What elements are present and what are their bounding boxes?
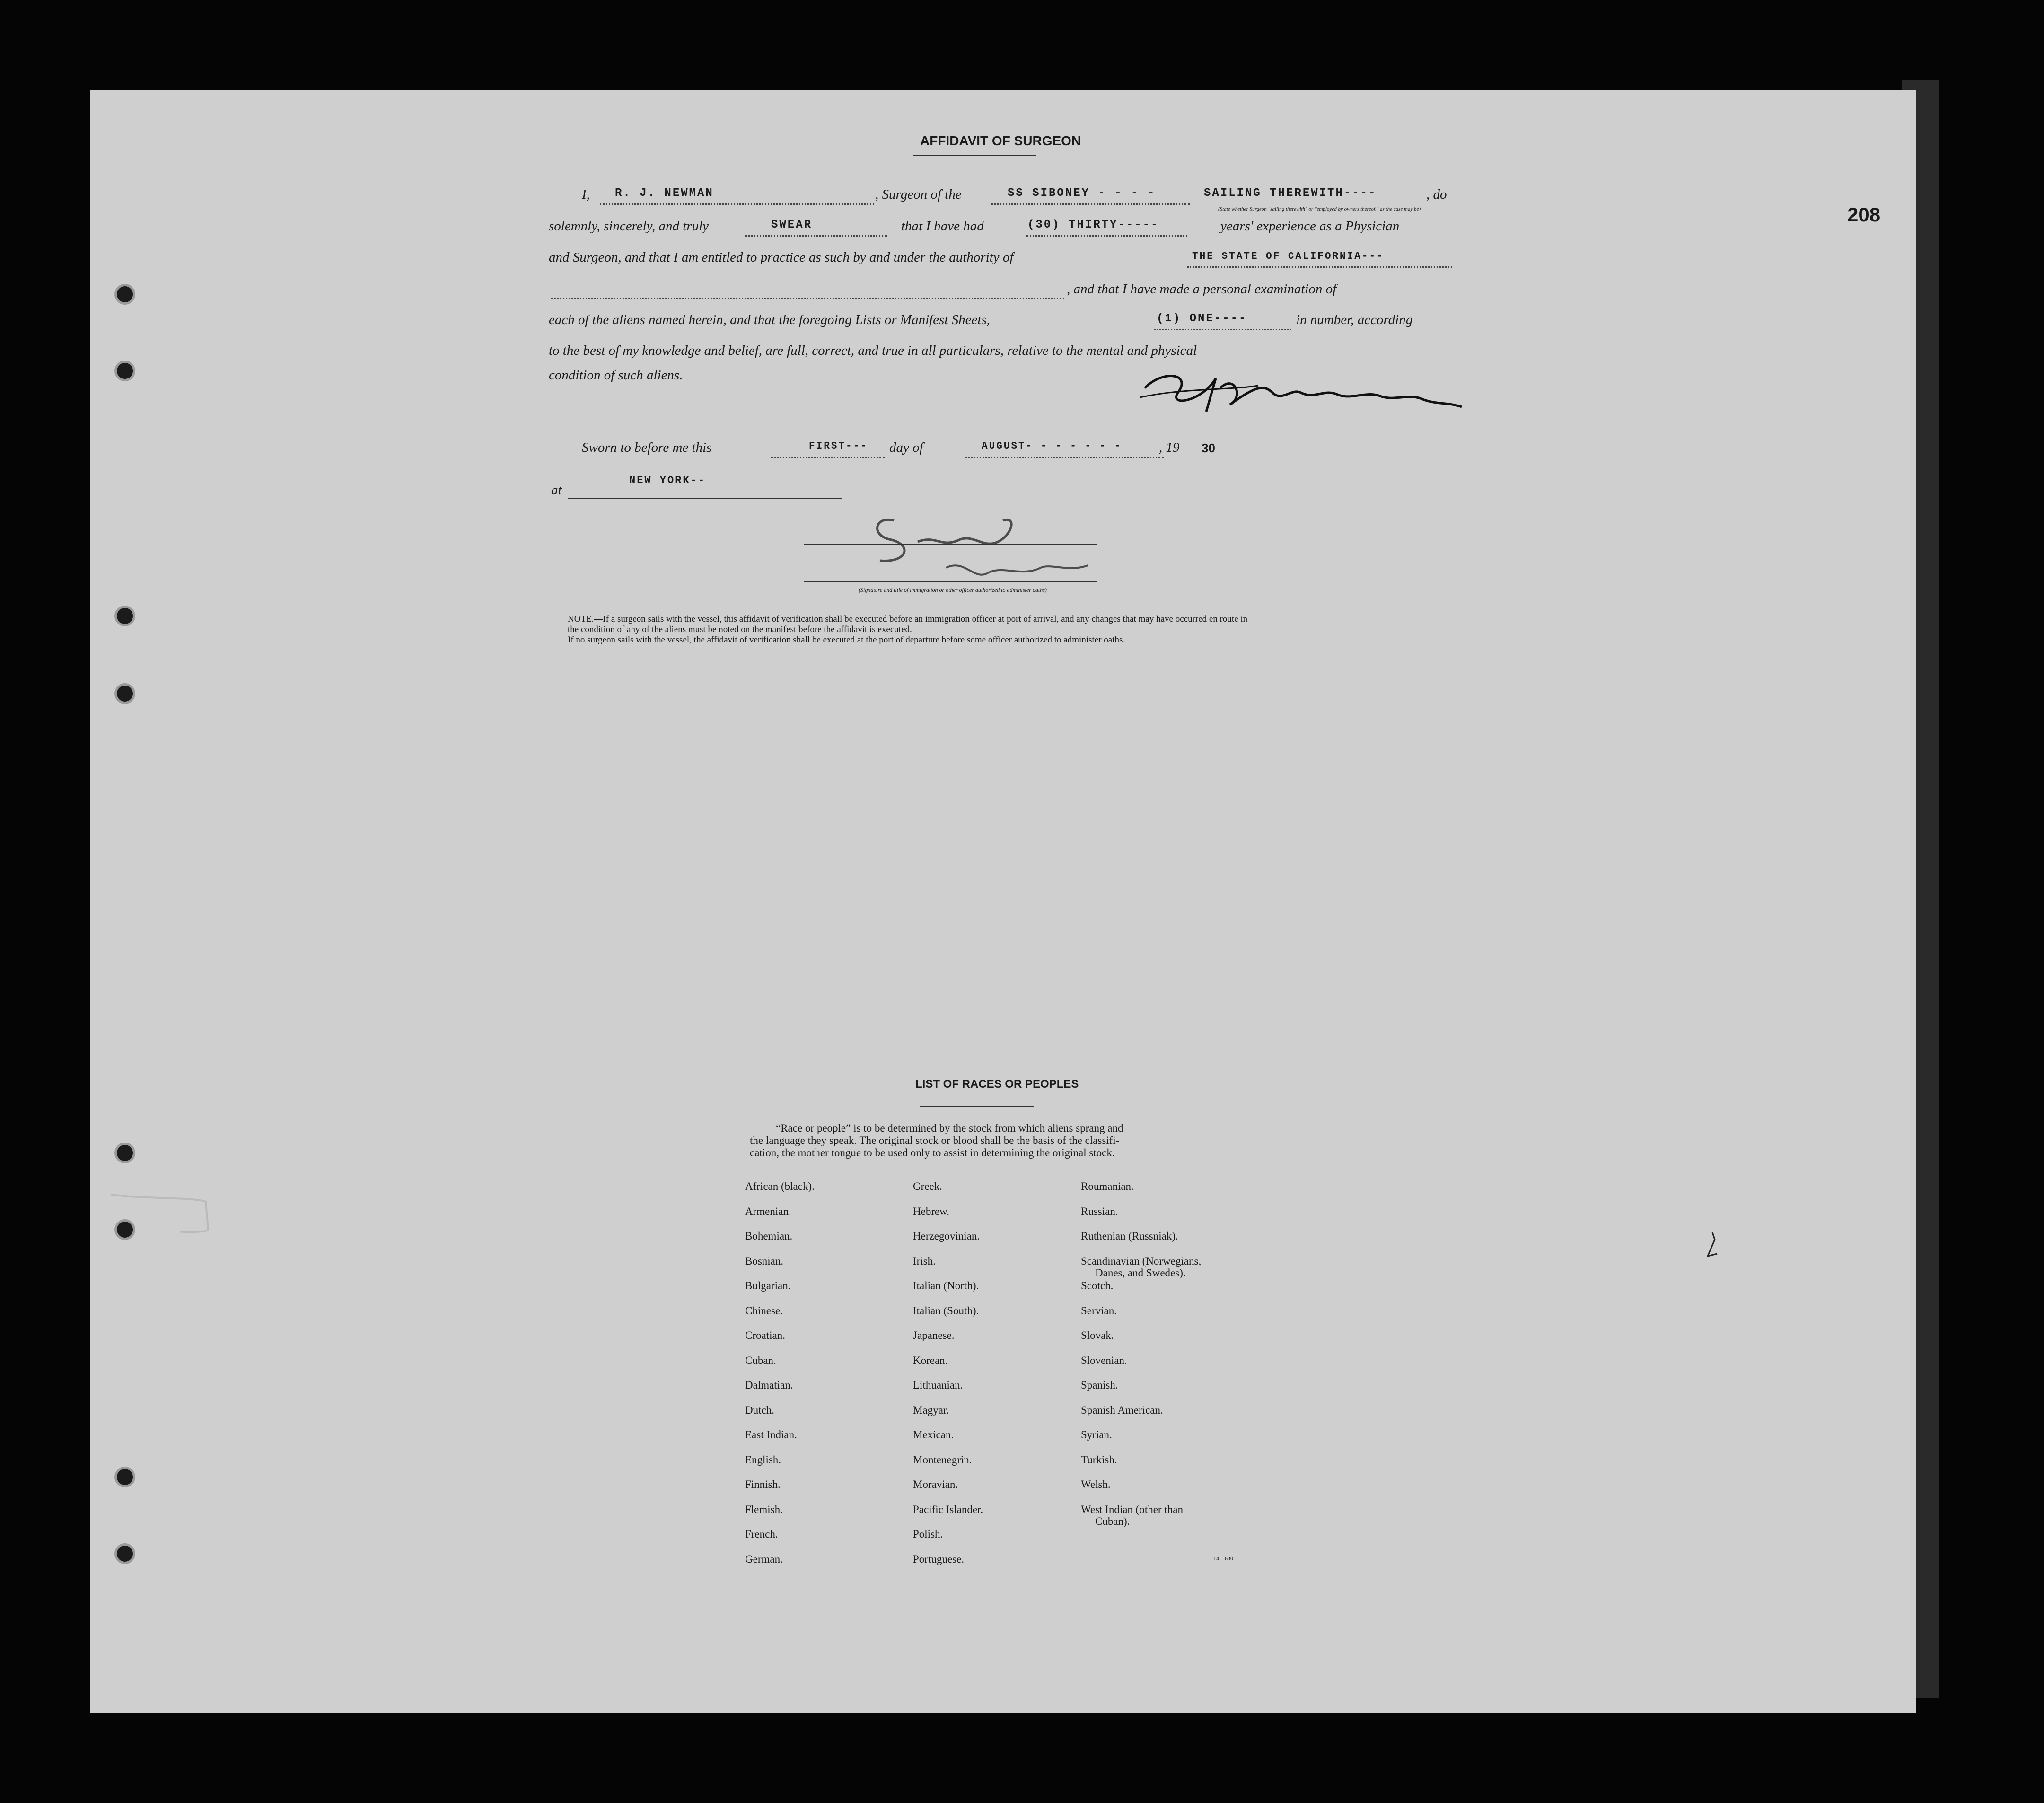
affidavit-text: to the best of my knowledge and belief, are full, correct, and true in all particulars, relative to the mental and physical xyxy=(549,343,1197,358)
sworn-month: AUGUST- - - - - - - xyxy=(982,441,1122,452)
race-item: Pacific Islander. xyxy=(913,1503,983,1515)
blank-line xyxy=(1154,329,1291,330)
sheets-count: (1) ONE---- xyxy=(1157,312,1247,325)
licensing-authority: THE STATE OF CALIFORNIA--- xyxy=(1192,251,1384,262)
note-line-2: the condition of any of the aliens must be noted on the manifest before the affidavit is executed. xyxy=(568,624,912,634)
race-item: German. xyxy=(745,1553,783,1565)
blank-line xyxy=(551,298,1064,299)
manifest-page xyxy=(90,90,1916,1713)
binder-hole xyxy=(114,284,135,305)
race-item: Bosnian. xyxy=(745,1255,784,1267)
blank-line xyxy=(1026,235,1187,237)
affidavit-text: day of xyxy=(889,440,923,455)
blank-line xyxy=(600,203,874,205)
note-line-3: If no surgeon sails with the vessel, the affidavit of verification shall be executed at the port of departure before some officer authorized to administer oaths. xyxy=(568,635,1125,645)
race-item: Ruthenian (Russniak). xyxy=(1081,1230,1178,1242)
surgeon-signature xyxy=(1135,360,1466,421)
binder-hole xyxy=(114,361,135,381)
margin-bracket xyxy=(109,1185,218,1242)
races-title: LIST OF RACES OR PEOPLES xyxy=(915,1078,1079,1091)
affidavit-text: solemnly, sincerely, and truly xyxy=(549,219,709,234)
race-item: Welsh. xyxy=(1081,1478,1111,1490)
race-item: Cuban). xyxy=(1095,1515,1130,1527)
page-number: 208 xyxy=(1847,203,1881,226)
form-number: 14—630 xyxy=(1213,1555,1233,1562)
sworn-day: FIRST--- xyxy=(809,441,868,452)
title-underline xyxy=(913,155,1036,156)
status-hint: (State whether Surgeon "sailing therewith" or "employed by owners thereof," as the case may be) xyxy=(1218,206,1421,212)
affidavit-text: , do xyxy=(1426,187,1447,202)
race-item: African (black). xyxy=(745,1180,815,1192)
race-item: Spanish. xyxy=(1081,1379,1118,1391)
pencil-mark xyxy=(1703,1230,1722,1268)
race-item: Danes, and Swedes). xyxy=(1095,1266,1186,1279)
race-item: Finnish. xyxy=(745,1478,781,1490)
sworn-year: 30 xyxy=(1202,441,1215,455)
race-item: Slovak. xyxy=(1081,1329,1114,1341)
blank-line xyxy=(771,457,885,458)
race-item: Syrian. xyxy=(1081,1429,1112,1441)
race-item: Montenegrin. xyxy=(913,1453,972,1466)
surgeon-name: R. J. NEWMAN xyxy=(615,187,714,200)
oath-type: SWEAR xyxy=(771,219,813,231)
affidavit-text: at xyxy=(551,483,562,498)
blank-line xyxy=(745,235,887,237)
affidavit-text: I, xyxy=(582,187,590,202)
race-item: Hebrew. xyxy=(913,1205,950,1217)
race-item: Bohemian. xyxy=(745,1230,793,1242)
affidavit-text: years' experience as a Physician xyxy=(1220,219,1400,234)
years-experience: (30) THIRTY----- xyxy=(1027,219,1159,231)
sworn-label: Sworn to before me this xyxy=(582,440,712,455)
race-item: West Indian (other than xyxy=(1081,1503,1183,1515)
surgeon-status: SAILING THEREWITH---- xyxy=(1204,187,1377,200)
race-item: Bulgarian. xyxy=(745,1280,791,1292)
race-item: French. xyxy=(745,1528,778,1540)
race-item: Magyar. xyxy=(913,1404,949,1416)
race-item: Armenian. xyxy=(745,1205,791,1217)
race-item: Irish. xyxy=(913,1255,936,1267)
affidavit-text: in number, according xyxy=(1296,312,1413,327)
race-item: Dutch. xyxy=(745,1404,774,1416)
sworn-location: NEW YORK-- xyxy=(629,475,706,486)
race-item: Russian. xyxy=(1081,1205,1118,1217)
race-item: Servian. xyxy=(1081,1304,1117,1317)
officer-caption: (Signature and title of immigration or other officer authorized to administer oaths) xyxy=(859,587,1047,593)
race-item: Croatian. xyxy=(745,1329,785,1341)
blank-line xyxy=(568,498,842,499)
note-text: —If a surgeon sails with the vessel, this affidavit of verification shall be executed before an immigration officer at port of arrival, and any changes that may have occurred en route in xyxy=(594,614,1248,624)
affidavit-text: , and that I have made a personal examination of xyxy=(1067,281,1337,297)
race-item: Italian (North). xyxy=(913,1280,979,1292)
race-item: Portuguese. xyxy=(913,1553,964,1565)
race-item: Scandinavian (Norwegians, xyxy=(1081,1255,1202,1267)
race-item: Spanish American. xyxy=(1081,1404,1163,1416)
races-title-underline xyxy=(920,1106,1034,1107)
race-item: Moravian. xyxy=(913,1478,958,1490)
affidavit-text: each of the aliens named herein, and that the foregoing Lists or Manifest Sheets, xyxy=(549,312,990,327)
race-item: Japanese. xyxy=(913,1329,955,1341)
race-item: East Indian. xyxy=(745,1429,797,1441)
affidavit-text: , 19 xyxy=(1159,440,1180,455)
affidavit-text: condition of such aliens. xyxy=(549,368,683,383)
note-line-1 xyxy=(568,614,1247,624)
binder-hole xyxy=(114,606,135,626)
affidavit-text: , Surgeon of the xyxy=(875,187,962,202)
note-label: NOTE. xyxy=(568,614,594,624)
race-item: Italian (South). xyxy=(913,1304,979,1317)
race-item: English. xyxy=(745,1453,781,1466)
races-intro: cation, the mother tongue to be used only to assist in determining the original stock. xyxy=(750,1147,1115,1159)
race-item: Polish. xyxy=(913,1528,943,1540)
binder-hole xyxy=(114,1143,135,1163)
race-item: Greek. xyxy=(913,1180,942,1192)
blank-line xyxy=(965,457,1164,458)
affidavit-title: AFFIDAVIT OF SURGEON xyxy=(920,133,1081,148)
affidavit-text: that I have had xyxy=(901,219,984,234)
race-item: Roumanian. xyxy=(1081,1180,1134,1192)
race-item: Chinese. xyxy=(745,1304,783,1317)
race-item: Flemish. xyxy=(745,1503,783,1515)
races-intro: the language they speak. The original stock or blood shall be the basis of the classifi- xyxy=(750,1135,1120,1146)
binder-hole xyxy=(114,1467,135,1487)
race-item: Korean. xyxy=(913,1354,948,1366)
race-item: Lithuanian. xyxy=(913,1379,963,1391)
vessel-name: SS SIBONEY - - - - xyxy=(1008,187,1156,200)
blank-line xyxy=(991,203,1190,205)
races-intro: “Race or people” is to be determined by the stock from which aliens sprang and xyxy=(776,1122,1123,1134)
race-item: Scotch. xyxy=(1081,1280,1114,1292)
race-item: Slovenian. xyxy=(1081,1354,1127,1366)
race-item: Dalmatian. xyxy=(745,1379,793,1391)
race-item: Cuban. xyxy=(745,1354,776,1366)
officer-signature xyxy=(804,506,1164,596)
blank-line xyxy=(1187,266,1452,268)
race-item: Mexican. xyxy=(913,1429,954,1441)
affidavit-text: and Surgeon, and that I am entitled to practice as such by and under the authority of xyxy=(549,250,1014,265)
binder-hole xyxy=(114,1543,135,1564)
race-item: Turkish. xyxy=(1081,1453,1117,1466)
race-item: Herzegovinian. xyxy=(913,1230,980,1242)
binder-hole xyxy=(114,683,135,704)
